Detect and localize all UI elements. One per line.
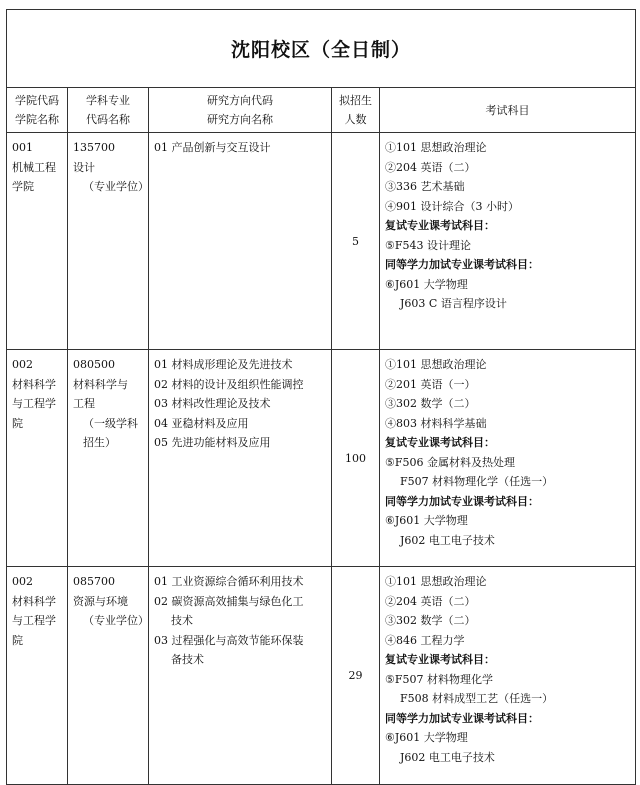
college-text: 院 <box>12 416 23 430</box>
exam-subject: 同等学力加试专业课考试科目： <box>385 711 539 725</box>
major-cell <box>68 350 149 567</box>
exam-subject: 复试专业课考试科目： <box>385 219 495 232</box>
quota-cell <box>332 350 380 567</box>
header-direction-line: 研究方向代码 <box>207 94 273 107</box>
exam-subject: 复试专业课考试科目： <box>385 653 495 666</box>
direction-item: 03 过程强化与高效节能环保装 <box>154 633 304 647</box>
quota-cell <box>332 133 380 350</box>
exam-subject: ①101 思想政治理论 <box>385 358 487 371</box>
exam-subject: ①101 思想政治理论 <box>385 575 487 588</box>
major-text: 材料科学与 <box>73 377 128 391</box>
direction-cell <box>149 350 332 567</box>
college-text: 与工程学 <box>12 397 56 410</box>
exam-subject: ④803 材料科学基础 <box>385 416 487 430</box>
header-college-line: 学院代码 <box>15 94 59 107</box>
exam-subject: ⑤F543 设计理论 <box>385 238 471 252</box>
quota-value: 29 <box>348 669 363 682</box>
college-text: 院 <box>12 633 23 647</box>
header-exam-label: 考试科目 <box>485 103 530 117</box>
major-cell <box>68 567 149 785</box>
college-text: 002 <box>12 575 33 588</box>
header-college <box>7 88 68 133</box>
exam-subject: ⑥J601 大学物理 <box>385 731 468 744</box>
exam-subject: J602 电工电子技术 <box>400 750 495 764</box>
exam-subject: F508 材料成型工艺（任选一） <box>400 692 554 705</box>
exam-subject: ⑤F507 材料物理化学 <box>385 672 493 686</box>
exam-subject: 同等学力加试专业课考试科目： <box>385 494 539 508</box>
major-cell <box>68 133 149 350</box>
exam-subject: ①101 思想政治理论 <box>385 141 487 154</box>
exam-subject: ②201 英语（一） <box>385 377 476 391</box>
exam-cell <box>380 350 636 567</box>
quota-value: 100 <box>345 451 366 465</box>
college-text: 材料科学 <box>12 594 56 608</box>
direction-cell <box>149 133 332 350</box>
direction-item: 01 产品创新与交互设计 <box>154 141 271 154</box>
direction-item: 03 材料改性理论及技术 <box>154 397 271 410</box>
table-row <box>7 567 636 785</box>
direction-item: 01 材料成形理论及先进技术 <box>154 358 293 371</box>
exam-subject: ⑥J601 大学物理 <box>385 514 468 527</box>
exam-subject: 同等学力加试专业课考试科目： <box>385 258 539 271</box>
admissions-table <box>6 9 636 785</box>
direction-item: 02 材料的设计及组织性能调控 <box>154 377 304 391</box>
college-cell <box>7 350 68 567</box>
exam-subject: ③302 数学（二） <box>385 614 476 627</box>
header-row <box>7 88 636 133</box>
exam-subject: F507 材料物理化学（任选一） <box>400 475 554 488</box>
exam-cell <box>380 133 636 350</box>
exam-subject: ④901 设计综合（3 小时） <box>385 199 519 213</box>
header-direction-line: 研究方向名称 <box>207 113 273 126</box>
exam-subject: ⑤F506 金属材料及热处理 <box>385 455 515 469</box>
college-text: 002 <box>12 358 33 371</box>
header-quota <box>332 88 380 133</box>
exam-subject: J602 电工电子技术 <box>400 533 495 547</box>
direction-item: 04 亚稳材料及应用 <box>154 416 249 430</box>
direction-item: 02 碳资源高效捕集与绿色化工 <box>154 594 304 608</box>
major-text: 工程 <box>73 397 95 410</box>
exam-cell <box>380 567 636 785</box>
exam-subject: ②204 英语（二） <box>385 594 476 608</box>
college-text: 学院 <box>12 180 34 193</box>
college-text: 机械工程 <box>12 160 56 174</box>
header-exam <box>380 88 636 133</box>
header-direction <box>149 88 332 133</box>
major-text: （专业学位） <box>83 614 149 627</box>
exam-subject: ④846 工程力学 <box>385 633 465 647</box>
exam-subject: ③336 艺术基础 <box>385 180 465 193</box>
major-text: 135700 <box>73 141 115 154</box>
header-major-line: 学科专业 <box>86 94 130 107</box>
header-quota-line: 人数 <box>344 113 367 126</box>
quota-cell <box>332 567 380 785</box>
major-text: 085700 <box>73 575 115 588</box>
major-text: 资源与环境 <box>73 594 128 608</box>
major-text: （专业学位） <box>83 180 149 193</box>
direction-item: 备技术 <box>171 653 204 666</box>
exam-subject: J603 C 语言程序设计 <box>400 297 507 310</box>
direction-cell <box>149 567 332 785</box>
exam-subject: ⑥J601 大学物理 <box>385 277 468 291</box>
major-text: 设计 <box>73 160 95 174</box>
direction-item: 技术 <box>171 614 193 627</box>
exam-subject: ③302 数学（二） <box>385 397 476 410</box>
college-text: 与工程学 <box>12 614 56 627</box>
major-text: 080500 <box>73 358 115 371</box>
college-cell <box>7 567 68 785</box>
college-text: 材料科学 <box>12 377 56 391</box>
header-quota-line: 拟招生 <box>339 94 372 107</box>
exam-subject: ②204 英语（二） <box>385 160 476 174</box>
college-cell <box>7 133 68 350</box>
major-text: 招生） <box>83 436 116 449</box>
header-major <box>68 88 149 133</box>
exam-subject: 复试专业课考试科目： <box>385 436 495 449</box>
direction-item: 01 工业资源综合循环利用技术 <box>154 575 304 588</box>
quota-value: 5 <box>352 234 359 248</box>
header-college-line: 学院名称 <box>15 113 59 126</box>
title-cell <box>7 10 636 88</box>
page-title: 沈阳校区（全日制） <box>230 39 411 61</box>
college-text: 001 <box>12 141 33 154</box>
table-row <box>7 133 636 350</box>
direction-item: 05 先进功能材料及应用 <box>154 436 271 449</box>
header-major-line: 代码名称 <box>86 113 130 126</box>
table-row <box>7 350 636 567</box>
major-text: （一级学科 <box>83 416 138 430</box>
